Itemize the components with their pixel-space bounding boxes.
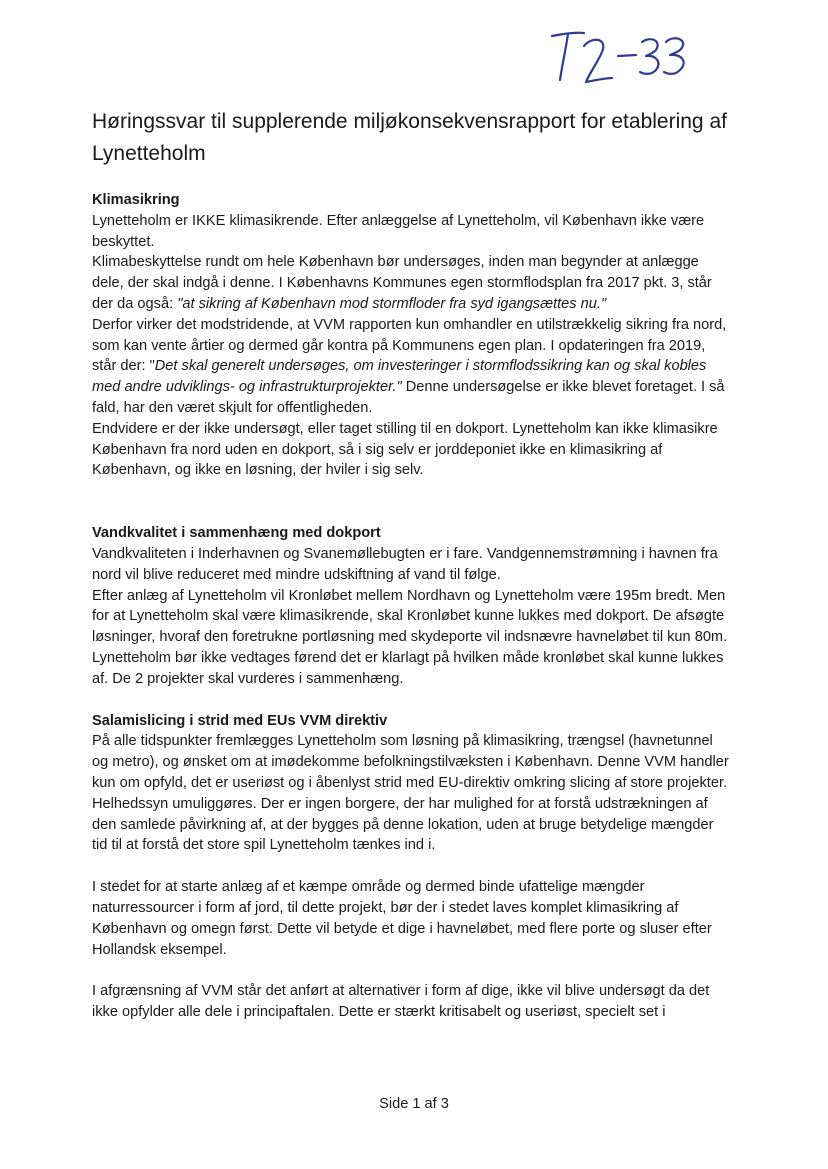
spacer [92, 481, 732, 523]
paragraph-text: Derfor virker det modstridende, at VVM rapporten kun omhandler en utilstrækkelig sikring fra nord, som kan vente årtier og dermed går kontra på Kommunens egen plan. I opdateringen fra 2019, står der: " [92, 316, 727, 375]
paragraph: Vandkvaliteten i Inderhavnen og Svanemøllebugten er i fare. Vandgennemstrømning i havnen fra nord vil blive reduceret med mindre udskiftning af vand til følge. [92, 545, 718, 583]
document-body [92, 190, 732, 1023]
quote-text: "at sikring af København mod stormfloder fra syd igangsættes nu." [177, 295, 607, 312]
page-number: Side 1 af 3 [379, 1096, 449, 1112]
section-heading: Vandkvalitet i sammenhæng med dokport [92, 525, 381, 542]
paragraph: I afgrænsning af VVM står det anført at alternativer i form af dige, ikke vil blive undersøgt da det ikke opfylder alle dele i principaftalen. Dette er stærkt kritisabelt og useriøst, specielt set i [92, 983, 710, 1021]
handwritten-reference-mark [548, 22, 698, 88]
section-heading: Klimasikring [92, 192, 180, 208]
spacer [92, 960, 732, 981]
paragraph: Efter anlæg af Lynetteholm vil Kronløbet mellem Nordhavn og Lynetteholm være 195m bredt. Men for at Lynetteholm skal være klimasikrende, skal Kronløbet kunne lukkes med dokport. De afsøgte løsninger, hvoraf den foretrukne portløsning med skydeporte vil indsnævre havneløbet til kun 80m. Lynetteholm bør ikke vedtages førend det er klarlagt på hvilken måde kronløbet skal kunne lukkes af. De 2 projekter skal vurderes i sammenhæng. [92, 587, 728, 687]
document-title: Høringssvar til supplerende miljøkonsekvensrapport for etablering af Lynetteholm [92, 110, 727, 165]
paragraph [92, 315, 732, 419]
handwritten-stamp [548, 22, 698, 88]
paragraph: Lynetteholm er IKKE klimasikrende. Efter anlæggelse af Lynetteholm, vil København ikke være beskyttet. [92, 212, 705, 250]
spacer [92, 690, 732, 711]
section-heading: Salamislicing i strid med EUs VVM direktiv [92, 712, 388, 729]
paragraph [92, 252, 732, 314]
section-klimasikring [92, 190, 732, 481]
section-vandkvalitet [92, 523, 732, 689]
spacer [92, 856, 732, 877]
paragraph-text: Klimabeskyttelse rundt om hele København bør undersøges, inden man begynder at anlægge dele, der skal indgå i denne. I Københavns Kommunes egen stormflodsplan fra 2017 pkt. 3, står der da også: [92, 254, 712, 312]
section-salamislicing [92, 711, 732, 1023]
paragraph-text: Denne undersøgelse er ikke blevet foretaget. I så fald, har den været skjult for offentligheden. [92, 379, 725, 416]
quote-text: Det skal generelt undersøges, om investeringer i stormflodssikring kan og skal kobles med andre udviklings- og infrastrukturprojekter." [92, 358, 707, 396]
paragraph: I stedet for at starte anlæg af et kæmpe område og dermed binde ufattelige mængder naturressourcer i form af jord, til dette projekt, bør der i stedet laves komplet klimasikring af København og omegn først. Dette vil betyde et dige i havneløbet, med flere porte og sluser efter Hollandsk eksempel. [92, 879, 712, 958]
paragraph: På alle tidspunkter fremlægges Lynetteholm som løsning på klimasikring, trængsel (havnetunnel og metro), og ønsket om at imødekomme befolkningstilvæksten i København. Denne VVM handler kun om opfyld, det er useriøst og i åbenlyst strid med EU-direktiv omkring slicing af store projekter. Helhedssyn umuliggøres. Der er ingen borgere, der har mulighed for at forstå udstrækningen af den samlede påvirkning af, at der bygges på denne lokation, uden at bruge betydelige mængder tid til at forstå det store spil Lynetteholm tænkes ind i. [92, 733, 729, 854]
paragraph: Endvidere er der ikke undersøgt, eller taget stilling til en dokport. Lynetteholm kan ikke klimasikre København fra nord uden en dokport, så i sig selv er jorddeponiet ikke en klimasikring af København, og ikke en løsning, der hviler i sig selv. [92, 420, 718, 479]
